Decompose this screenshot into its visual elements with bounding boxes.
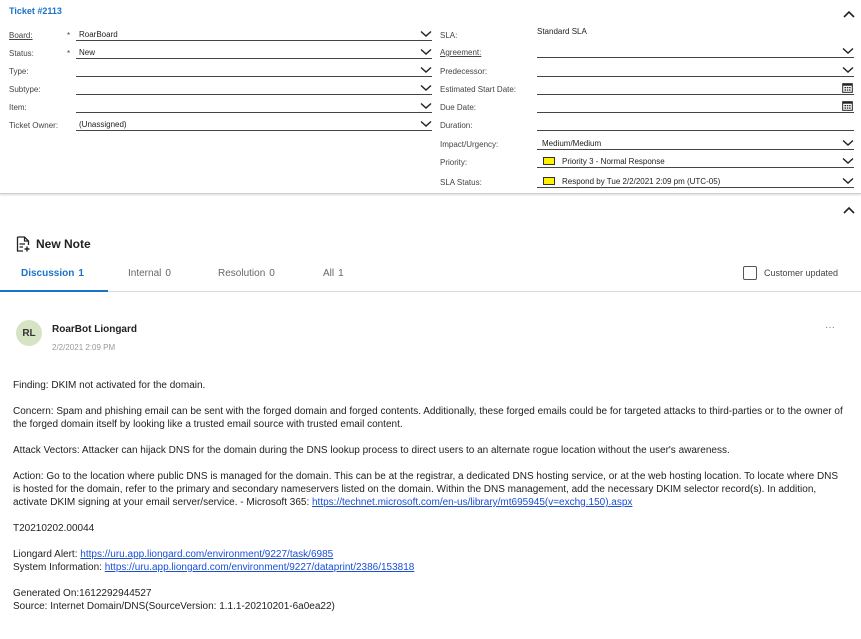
agreement-select[interactable]: [537, 45, 854, 58]
item-label: Item:: [9, 103, 27, 112]
impact-urgency-value: Medium/Medium: [542, 139, 602, 148]
tab-discussion-count: 1: [78, 268, 84, 279]
status-select[interactable]: [76, 46, 432, 59]
chevron-down-icon: [420, 120, 432, 128]
sla-status-select[interactable]: [537, 175, 854, 188]
tab-all-count: 1: [338, 268, 344, 279]
tab-discussion[interactable]: [0, 266, 108, 292]
note-action-text: Action: Go to the location where public DNS is managed for the domain. This can be at the registrar, a dedicated DNS hosting service, or at the web hosting location. To locate where DNS is hosted for the domain, refer to the primary and secondary nameservers listed on the domain. Within the DNS management, add the necessary DKIM selector record(s). In addition, activate DKIM signing at your email server/service. - Microsoft 365:: [13, 471, 839, 508]
note-timestamp: 2/2/2021 2:09 PM: [52, 343, 116, 352]
note-sysinfo: [13, 561, 843, 574]
note-concern: Concern: Spam and phishing email can be sent with the forged domain and forged contents. Additionally, these forged emails could be for targeted attacks to third-parties or to the owner of the forged domain itself by looking like a trusted email source with trusted email content.: [13, 406, 843, 430]
due-date-row: [440, 100, 855, 114]
notes-panel: [0, 196, 861, 639]
predecessor-row: [440, 64, 855, 78]
tab-resolution-count: 0: [269, 268, 275, 279]
sla-status-label: SLA Status:: [440, 178, 482, 187]
priority-label: Priority:: [440, 158, 468, 167]
note-attack-vectors: Attack Vectors: Attacker can hijack DNS for the domain during the DNS lookup process to direct users to an alternate rogue location without the user's awareness.: [13, 445, 730, 456]
tab-internal-count: 0: [165, 268, 171, 279]
board-value: RoarBoard: [79, 30, 118, 39]
new-note-icon: [16, 236, 30, 252]
liongard-alert-link[interactable]: https://uru.app.liongard.com/environment/9227/task/6985: [80, 549, 334, 560]
priority-row: [440, 155, 855, 169]
chevron-down-icon: [420, 102, 432, 110]
calendar-icon[interactable]: [842, 100, 853, 111]
ticket-owner-row: [9, 118, 434, 132]
duration-label: Duration:: [440, 121, 473, 130]
note-alert: [13, 548, 843, 561]
est-start-row: [440, 82, 855, 96]
duration-input[interactable]: [537, 118, 854, 131]
collapse-notes-chevron-up-icon[interactable]: [842, 205, 856, 215]
subtype-label: Subtype:: [9, 85, 41, 94]
new-note-label: New Note: [36, 237, 91, 251]
status-required-mark: *: [67, 49, 71, 58]
priority-select[interactable]: [537, 155, 854, 168]
tab-discussion-label: Discussion: [21, 268, 75, 279]
sla-row: [440, 28, 855, 42]
predecessor-label: Predecessor:: [440, 67, 488, 76]
type-row: [9, 64, 434, 78]
board-label: Board:: [9, 31, 33, 40]
note-generated-on: Generated On:1612292944527: [13, 588, 152, 599]
est-start-date-input[interactable]: [537, 82, 854, 95]
customer-updated-toggle[interactable]: [743, 266, 838, 280]
note-body: [13, 379, 843, 613]
sla-value: Standard SLA: [537, 27, 587, 36]
due-date-label: Due Date:: [440, 103, 477, 112]
predecessor-select[interactable]: [537, 64, 854, 77]
tab-internal[interactable]: [128, 266, 171, 292]
status-label: Status:: [9, 49, 34, 58]
ticket-owner-label: Ticket Owner:: [9, 121, 59, 130]
type-label: Type:: [9, 67, 29, 76]
avatar: RL: [16, 320, 42, 346]
item-row: [9, 100, 434, 114]
microsoft-docs-link[interactable]: https://technet.microsoft.com/en-us/library/mt695945(v=exchg.150).aspx: [312, 497, 633, 508]
type-select[interactable]: [76, 64, 432, 77]
customer-updated-checkbox[interactable]: [743, 266, 757, 280]
tab-internal-label: Internal: [128, 268, 162, 279]
tab-all[interactable]: [323, 266, 344, 292]
chevron-down-icon: [842, 177, 854, 185]
est-start-label: Estimated Start Date:: [440, 85, 517, 94]
sla-label: SLA:: [440, 31, 458, 40]
sla-status-row: [440, 175, 855, 189]
board-row: [9, 28, 434, 42]
chevron-down-icon: [842, 139, 854, 147]
subtype-row: [9, 82, 434, 96]
note-sysinfo-label: System Information:: [13, 562, 105, 573]
ticket-owner-value: (Unassigned): [79, 120, 127, 129]
tab-resolution-label: Resolution: [218, 268, 266, 279]
chevron-down-icon: [420, 48, 432, 56]
board-select[interactable]: [76, 28, 432, 41]
agreement-label: Agreement:: [440, 48, 482, 57]
priority-color-swatch: [543, 157, 555, 165]
due-date-input[interactable]: [537, 100, 854, 113]
tab-all-label: All: [323, 268, 335, 279]
note-alert-label: Liongard Alert:: [13, 549, 81, 560]
duration-row: [440, 118, 855, 132]
note-finding: Finding: DKIM not activated for the domain.: [13, 380, 206, 391]
agreement-row: [440, 45, 855, 59]
impact-urgency-select[interactable]: [537, 137, 854, 150]
sla-status-color-swatch: [543, 177, 555, 185]
collapse-ticket-chevron-up-icon[interactable]: [842, 9, 856, 19]
ticket-owner-select[interactable]: [76, 118, 432, 131]
board-required-mark: *: [67, 31, 71, 40]
chevron-down-icon: [420, 66, 432, 74]
new-note-button[interactable]: [16, 236, 91, 252]
notes-tabs: [0, 266, 861, 292]
chevron-down-icon: [842, 157, 854, 165]
chevron-down-icon: [420, 30, 432, 38]
note-ticket-ref: T20210202.00044: [13, 523, 95, 534]
subtype-select[interactable]: [76, 82, 432, 95]
note-author: RoarBot Liongard: [52, 324, 137, 335]
system-information-link[interactable]: https://uru.app.liongard.com/environment/9227/dataprint/2386/153818: [104, 562, 415, 573]
sla-status-value: Respond by Tue 2/2/2021 2:09 pm (UTC-05): [562, 177, 721, 186]
chevron-down-icon: [842, 47, 854, 55]
status-row: [9, 46, 434, 60]
calendar-icon[interactable]: [842, 82, 853, 93]
note-source: Source: Internet Domain/DNS(SourceVersion: 1.1.1-20210201-6a0ea22): [13, 601, 335, 612]
item-select[interactable]: [76, 100, 432, 113]
ticket-panel: [0, 0, 861, 194]
more-options-icon[interactable]: ···: [825, 322, 835, 333]
status-value: New: [79, 48, 96, 57]
priority-value: Priority 3 - Normal Response: [562, 157, 665, 166]
tab-resolution[interactable]: [218, 266, 275, 292]
customer-updated-label: Customer updated: [764, 268, 839, 278]
chevron-down-icon: [420, 84, 432, 92]
impact-urgency-label: Impact/Urgency:: [440, 140, 499, 149]
impact-urgency-row: [440, 137, 855, 151]
ticket-title[interactable]: Ticket #2113: [9, 6, 62, 16]
chevron-down-icon: [842, 66, 854, 74]
note-action: [13, 470, 843, 509]
